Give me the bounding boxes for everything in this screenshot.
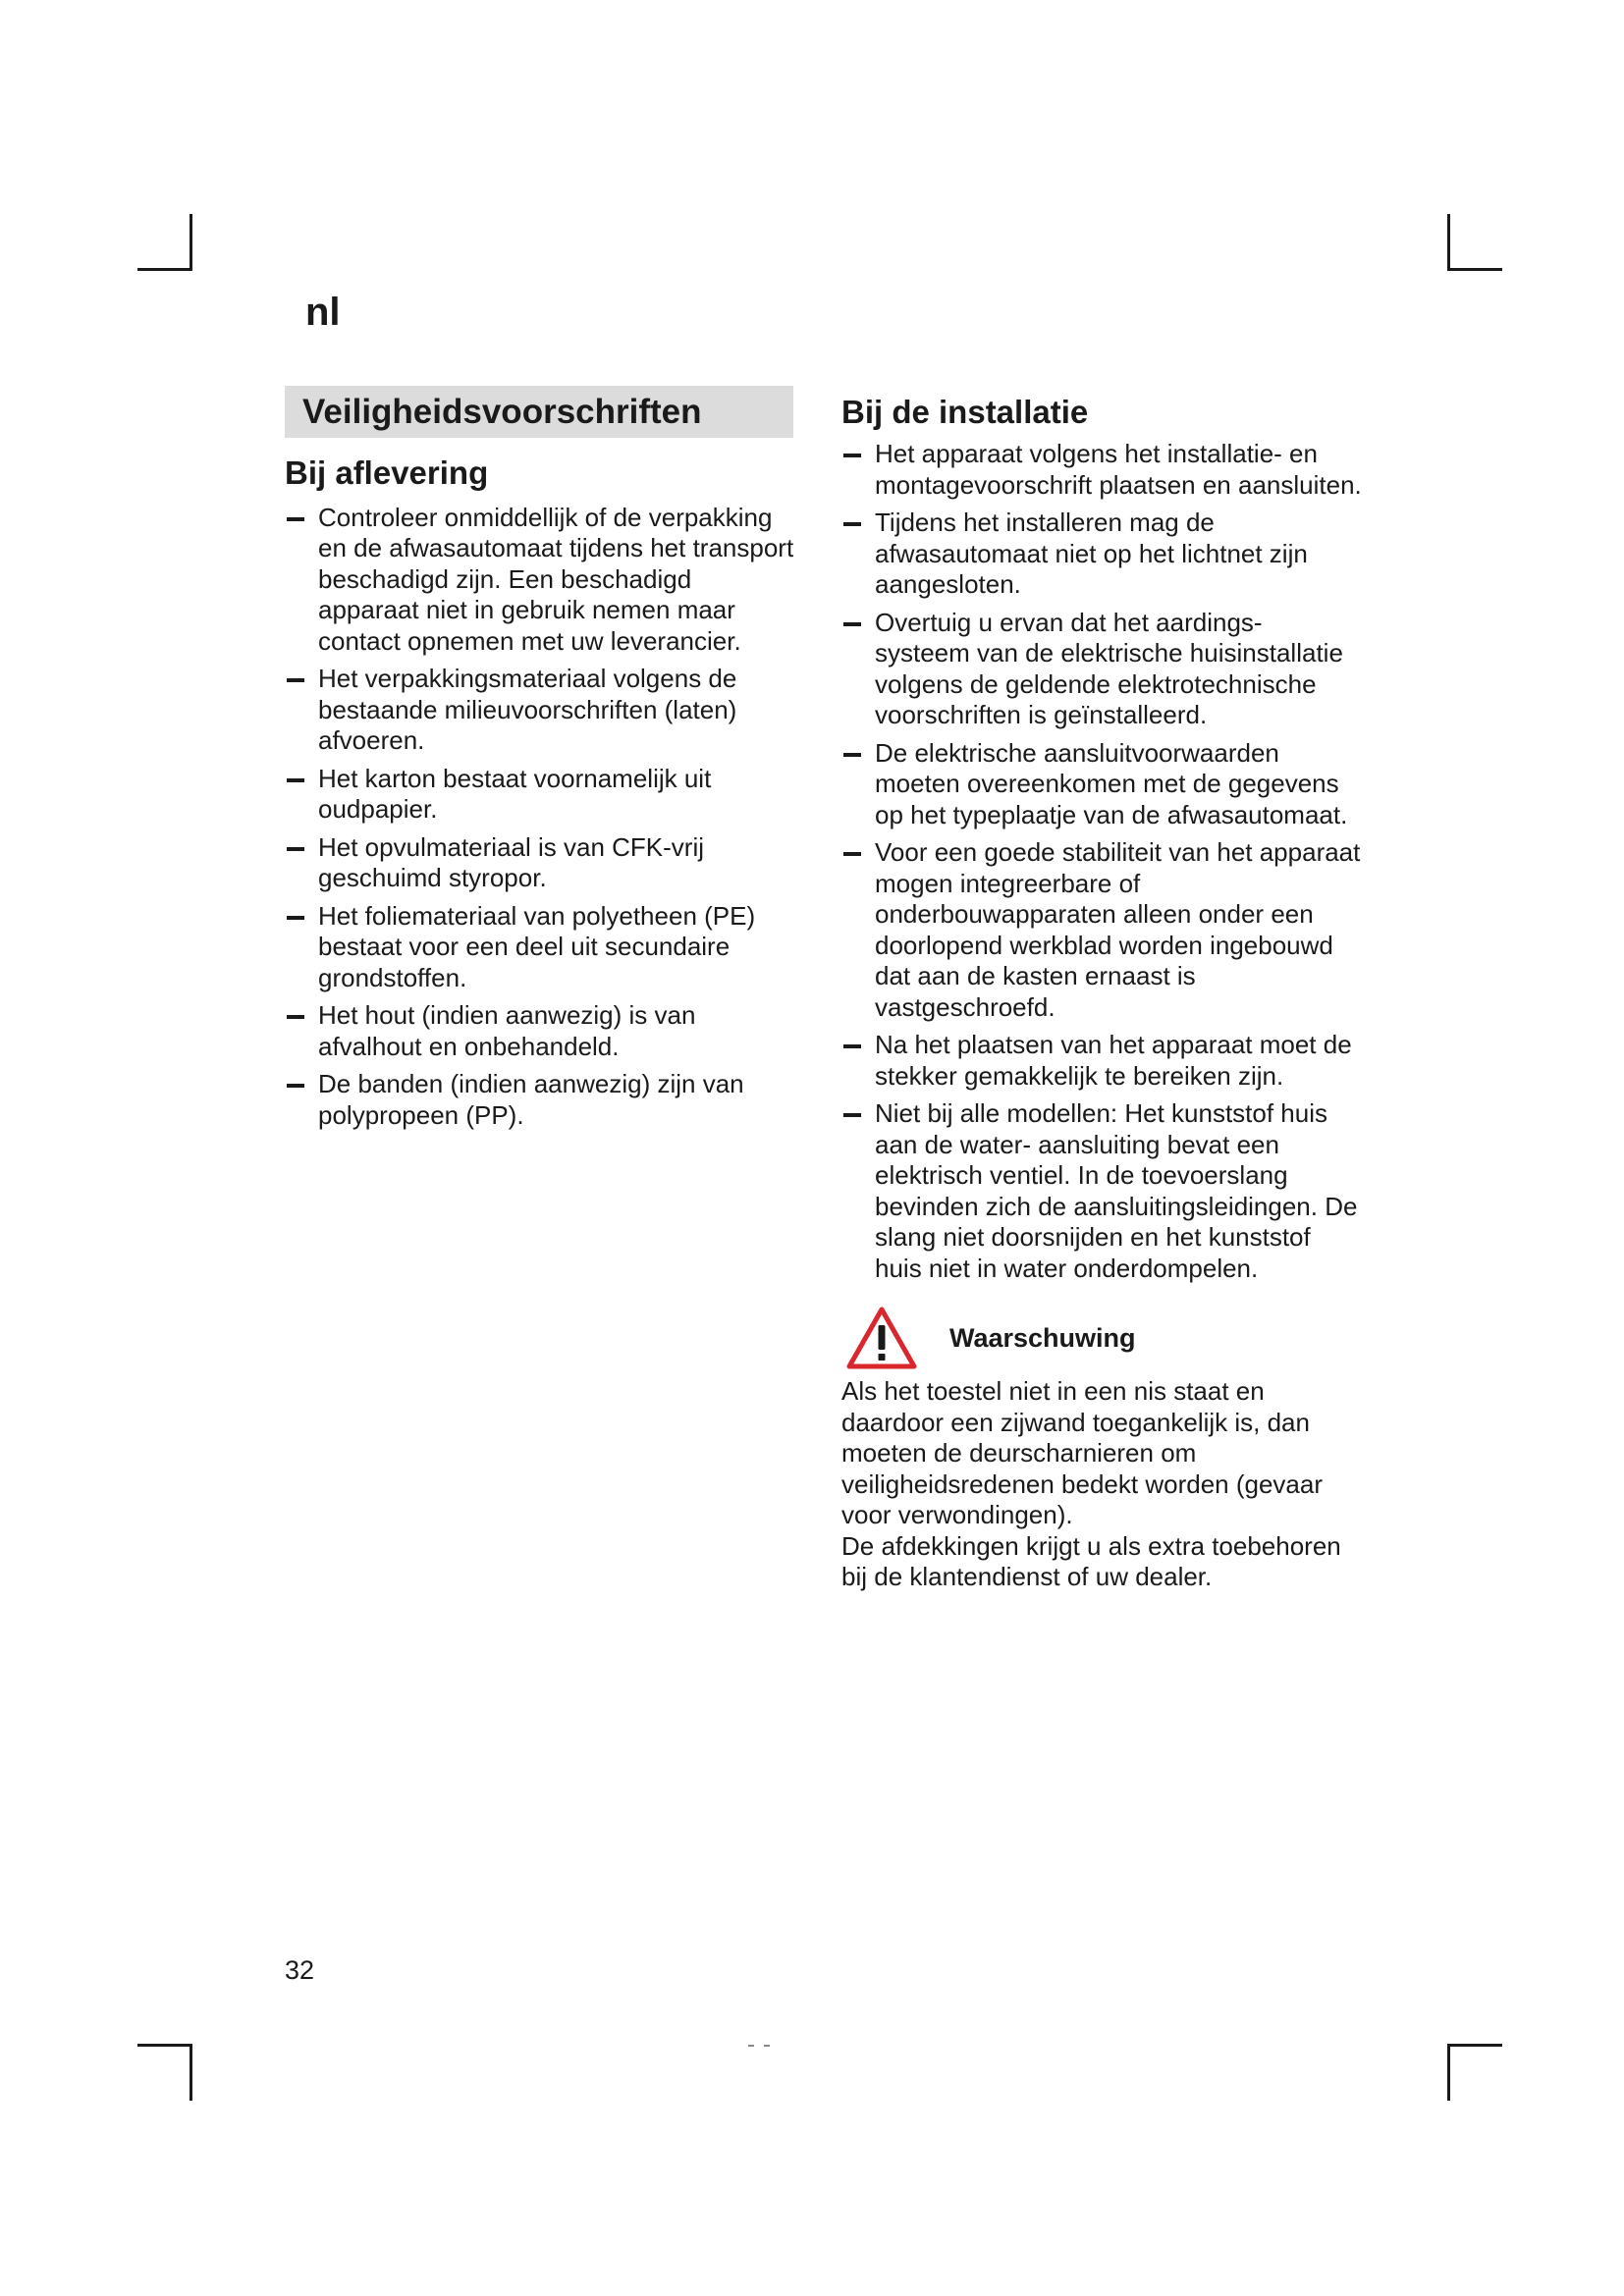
warning-text: Als het toestel niet in een nis staat en daardoor een zijwand toegankelijk is, dan moeten de deurscharnieren om veiligheidsredenen bedekt worden (gevaar voor verwondingen). [841,1376,1323,1529]
crop-mark-top-right [1447,268,1502,271]
list-item: Het apparaat volgens het installatie- en montagevoorschrift plaatsen en aansluiten. [841,439,1362,501]
safety-banner-title: Veiligheidsvoorschriften [285,386,793,438]
language-code: nl [305,291,341,334]
crop-mark-top-left [189,214,192,271]
list-item: De elektrische aansluitvoorwaarden moeten overeenkomen met de gegevens op het typeplaatje van de afwasautomaat. [841,738,1362,831]
delivery-list [285,503,795,1132]
crop-mark-top-left [137,268,192,271]
list-item: Het opvulmateriaal is van CFK-vrij geschuimd styropor. [285,832,795,894]
warning-title: Waarschuwing [949,1322,1136,1353]
page-number: 32 [285,1955,315,1985]
list-item: De banden (indien aanwezig) zijn van polypropeen (PP). [285,1069,795,1131]
right-column [841,386,1362,1593]
list-item: Voor een goede stabiliteit van het apparaat mogen integreerbare of onderbouwapparaten alleen onder een doorlopend werkblad worden ingebouwd dat aan de kasten ernaast is vastgeschroefd. [841,837,1362,1023]
list-item: Controleer onmiddellijk of de verpakking en de afwasautomaat tijdens het transport beschadigd zijn. Een beschadigd apparaat niet in gebruik nemen maar contact opnemen met uw leverancier. [285,503,795,658]
list-item: Niet bij alle modellen: Het kunststof huis aan de water- aansluiting bevat een elektrisch ventiel. In de toevoerslang bevinden zich de aansluitingsleidingen. De slang niet doorsnijden en het kunststof huis niet in water onderdompelen. [841,1098,1362,1284]
left-column [285,386,795,1138]
crop-mark-bottom-right [1447,2044,1450,2101]
crop-mark-bottom-left [137,2044,192,2047]
installation-list [841,439,1362,1284]
list-item: Na het plaatsen van het apparaat moet de stekker gemakkelijk te bereiken zijn. [841,1030,1362,1092]
crop-mark-bottom-right [1447,2044,1502,2047]
warning-text: De afdekkingen krijgt u als extra toebehoren bij de klantendienst of uw dealer. [841,1530,1341,1591]
list-item: Het foliemateriaal van polyetheen (PE) bestaat voor een deel uit secundaire grondstoffen. [285,901,795,994]
crop-mark-top-right [1447,214,1450,271]
installation-section-title: Bij de installatie [841,394,1089,430]
list-item: Het karton bestaat voornamelijk uit oudpapier. [285,764,795,826]
list-item: Het hout (indien aanwezig) is van afvalhout en onbehandeld. [285,1000,795,1062]
list-item: Tijdens het installeren mag de afwasautomaat niet op het lichtnet zijn aangesloten. [841,507,1362,601]
delivery-section-title: Bij aflevering [285,454,489,491]
list-item: Overtuig u ervan dat het aardings- systeem van de elektrische huisinstallatie volgens de geldende elektrotechnische voorschriften is geïnstalleerd. [841,608,1362,731]
crop-mark-bottom-left [189,2044,192,2101]
print-artifact [748,2044,772,2048]
warning-header [841,1302,1362,1374]
warning-triangle-icon [846,1306,917,1370]
list-item: Het verpakkingsmateriaal volgens de bestaande milieuvoorschriften (laten) afvoeren. [285,664,795,757]
